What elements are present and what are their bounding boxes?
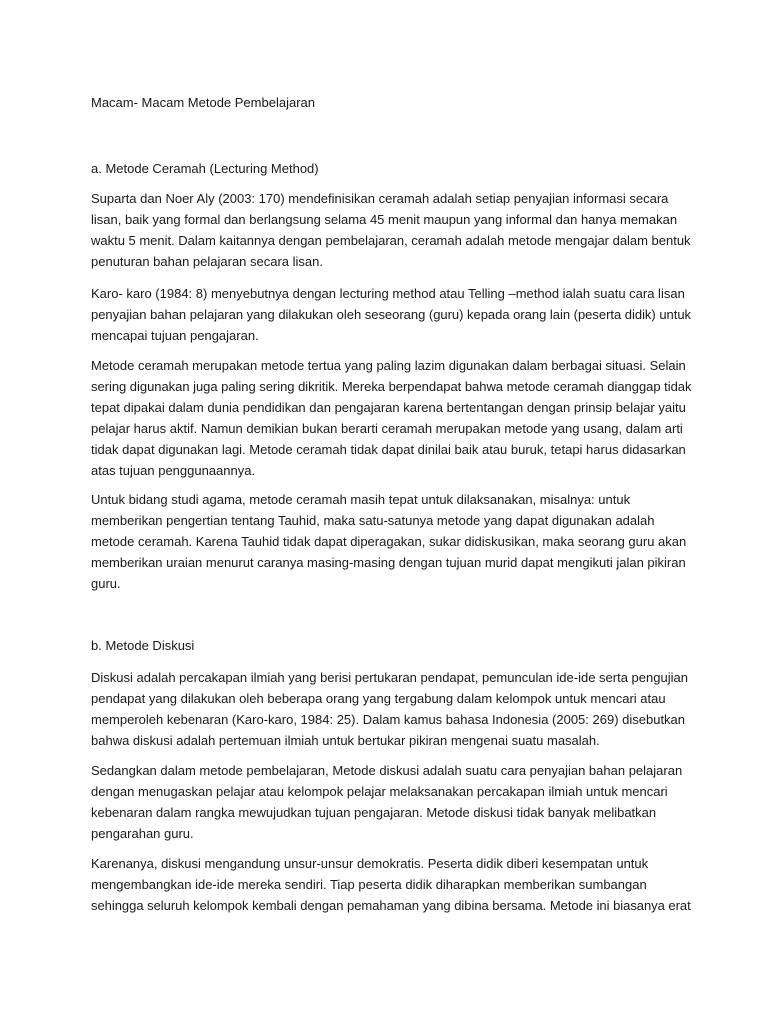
paragraph-line: tepat dipakai dalam dunia pendidikan dan pengajaran karena bertentangan dengan prinsip belajar yaitu xyxy=(91,400,686,415)
paragraph-line: bahwa diskusi adalah pertemuan ilmiah untuk bertukar pikiran mengenai suatu masalah. xyxy=(91,733,600,748)
section-heading-diskusi: b. Metode Diskusi xyxy=(91,638,195,653)
paragraph xyxy=(91,188,691,272)
paragraph xyxy=(91,853,691,916)
paragraph-line: guru. xyxy=(91,576,121,591)
paragraph-line: pendapat yang dilakukan oleh beberapa orang yang tergabung dalam kelompok untuk mencari atau xyxy=(91,691,666,706)
paragraph-line: penyajian bahan pelajaran yang dilakukan oleh seseorang (guru) kepada orang lain (peserta didik) untuk xyxy=(91,307,692,322)
paragraph-line: Karenanya, diskusi mengandung unsur-unsur demokratis. Peserta didik diberi kesempatan untuk xyxy=(91,856,649,871)
paragraph-line: waktu 5 menit. Dalam kaitannya dengan pembelajaran, ceramah adalah metode mengajar dalam bentuk xyxy=(91,233,691,248)
paragraph-line: Diskusi adalah percakapan ilmiah yang berisi pertukaran pendapat, pemunculan ide-ide serta pengujian xyxy=(91,670,688,685)
paragraph-line: tidak dapat digunakan lagi. Metode ceramah tidak dapat dinilai baik atau buruk, tetapi harus didasarkan xyxy=(91,442,686,457)
paragraph-line: dengan menugaskan pelajar atau kelompok pelajar melaksanakan percakapan ilmiah untuk mencari xyxy=(91,784,668,799)
paragraph-line: Sedangkan dalam metode pembelajaran, Metode diskusi adalah suatu cara penyajian bahan pelajaran xyxy=(91,763,683,778)
paragraph-line: Untuk bidang studi agama, metode ceramah masih tepat untuk dilaksanakan, misalnya: untuk xyxy=(91,492,631,507)
paragraph-line: penuturan bahan pelajaran secara lisan. xyxy=(91,254,324,269)
paragraph-line: Karo- karo (1984: 8) menyebutnya dengan lecturing method atau Telling –method ialah suatu cara lisan xyxy=(91,286,685,301)
paragraph-line: lisan, baik yang formal dan berlangsung selama 45 menit maupun yang informal dan hanya memakan xyxy=(91,212,678,227)
paragraph-line: pengarahan guru. xyxy=(91,826,194,841)
paragraph-line: mencapai tujuan pengajaran. xyxy=(91,328,259,343)
paragraph xyxy=(91,355,691,481)
paragraph xyxy=(91,760,691,844)
paragraph-line: memperoleh kebenaran (Karo-karo, 1984: 25). Dalam kamus bahasa Indonesia (2005: 269) disebutkan xyxy=(91,712,686,727)
document-title: Macam- Macam Metode Pembelajaran xyxy=(91,95,315,110)
paragraph xyxy=(91,283,691,346)
paragraph-line: pelajar harus aktif. Namun demikian bukan berarti ceramah merupakan metode yang usang, dalam arti xyxy=(91,421,683,436)
paragraph xyxy=(91,667,691,751)
paragraph-line: atas tujuan penggunaannya. xyxy=(91,463,256,478)
paragraph-line: mengembangkan ide-ide mereka sendiri. Tiap peserta didik diharapkan memberikan sumbangan xyxy=(91,877,647,892)
section-heading-ceramah: a. Metode Ceramah (Lecturing Method) xyxy=(91,161,319,176)
paragraph-line: Suparta dan Noer Aly (2003: 170) mendefinisikan ceramah adalah setiap penyajian informasi secara xyxy=(91,191,669,206)
paragraph-line: metode ceramah. Karena Tauhid tidak dapat diperagakan, sukar didiskusikan, maka seorang guru akan xyxy=(91,534,687,549)
paragraph-line: memberikan pengertian tentang Tauhid, maka satu-satunya metode yang dapat digunakan adalah xyxy=(91,513,655,528)
paragraph-line: sering digunakan juga paling sering dikritik. Mereka berpendapat bahwa metode ceramah dianggap tidak xyxy=(91,379,692,394)
paragraph-line: sehingga seluruh kelompok kembali dengan pemahaman yang dibina bersama. Metode ini biasanya erat xyxy=(91,898,691,913)
paragraph-line: memberikan uraian menurut caranya masing-masing dengan tujuan murid dapat mengikuti jalan pikiran xyxy=(91,555,686,570)
paragraph-line: Metode ceramah merupakan metode tertua yang paling lazim digunakan dalam berbagai situasi. Selain xyxy=(91,358,686,373)
paragraph-line: kebenaran dalam rangka mewujudkan tujuan pengajaran. Metode diskusi tidak banyak melibatkan xyxy=(91,805,657,820)
paragraph xyxy=(91,489,691,594)
